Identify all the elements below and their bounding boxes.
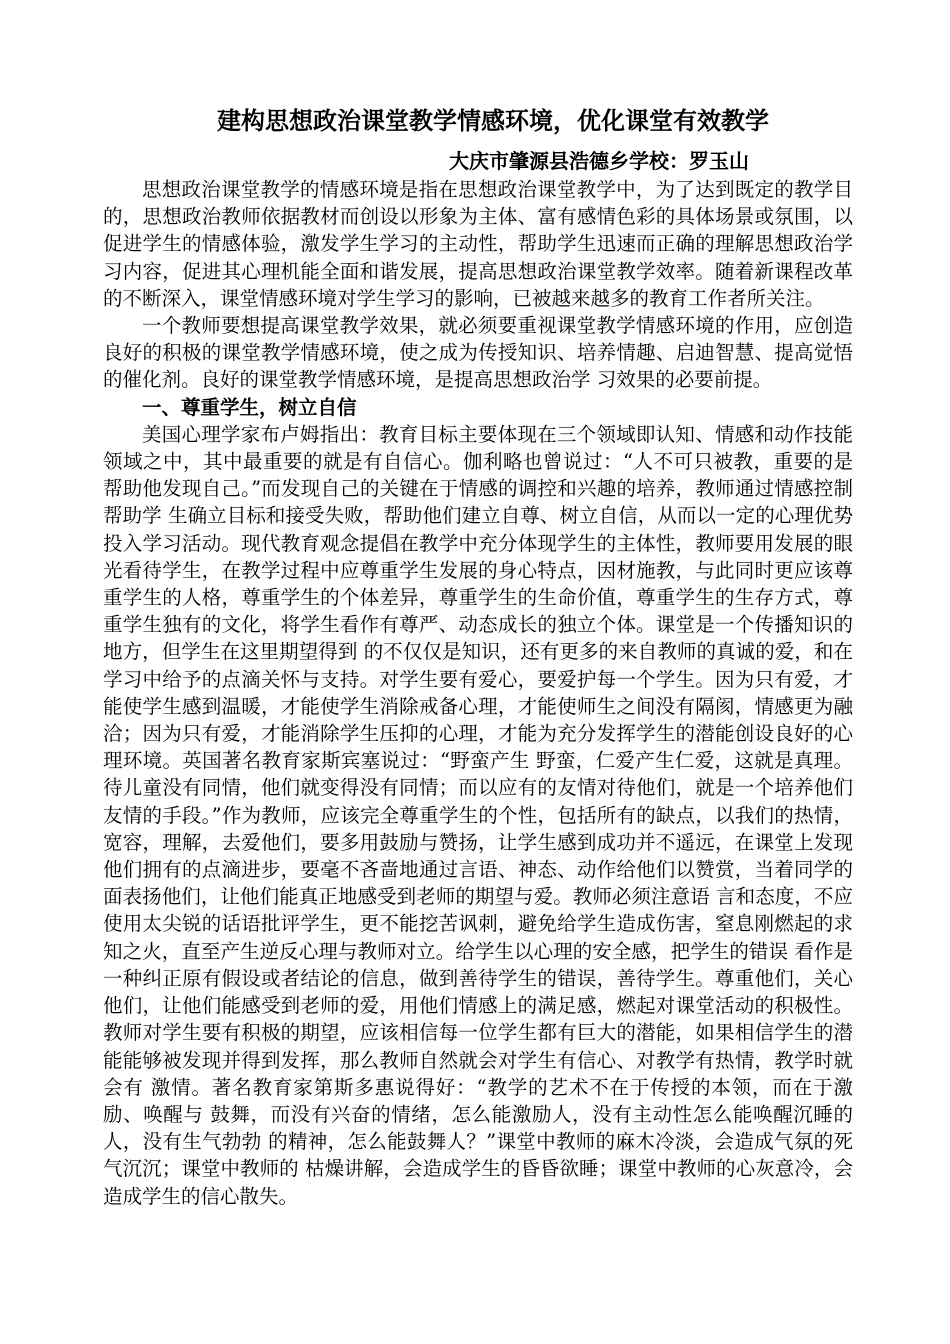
section-paragraph: 美国心理学家布卢姆指出：教育目标主要体现在三个领域即认知、情感和动作技能 领域之中，其中最重要的就是有自信心。伽利略也曾说过：“人不可只被教，重要的是帮助他发现自己。”而发现自己的关键在于情感的调控和兴趣的培养，教师通过情感控制帮助学 生确立目标和接受失败，帮助他们建立自尊、树立自信，从而以一定的心理优势投入学习活动。现代教育观念提倡在教学中充分体现学生的主体性，教师要用发展的眼光看待学生，在教学过程中应尊重学生发展的身心特点，因材施教，与此同时更应该尊重学生的人格，尊重学生的个体差异，尊重学生的生命价值，尊重学生的生存方式，尊重学生独有的文化，将学生看作有尊严、动态成长的独立个体。课堂是一个传播知识的地方，但学生在这里期望得到 的不仅仅是知识，还有更多的来自教师的真诚的爱，和在学习中给予的点滴关怀与支持。对学生要有爱心，要爱护每一个学生。因为只有爱，才能使学生感到温暖，才能使学生消除戒备心理，才能使师生之间没有隔阂，情感更为融洽；因为只有爱，才能消除学生压抑的心理，才能为充分发挥学生的潜能创设良好的心理环境。英国著名教育家斯宾塞说过：“野蛮产生 野蛮，仁爱产生仁爱，这就是真理。待儿童没有同情，他们就变得没有同情；而以应有的友情对待他们，就是一个培养他们友情的手段。”作为教师，应该完全尊重学生的个性，包括所有的缺点，以我们的热情，宽容，理解，去爱他们，要多用鼓励与赞扬，让学生感到成功并不遥远，在课堂上发现他们拥有的点滴进步，要毫不吝啬地通过言语、神态、动作给他们以赞赏，当着同学的面表扬他们，让他们能真正地感受到老师的期望与爱。教师必须注意语 言和态度，不应使用太尖锐的话语批评学生，更不能挖苦讽刺，避免给学生造成伤害，窒息刚燃起的求知之火，直至产生逆反心理与教师对立。给学生以心理的安全感，把学生的错误 看作是一种纠正原有假设或者结论的信息，做到善待学生的错误，善待学生。尊重他们，关心他们，让他们能感受到老师的爱，用他们情感上的满足感，燃起对课堂活动的积极性。教师对学生要有积极的期望，应该相信每一位学生都有巨大的潜能，如果相信学生的潜能能够被发现并得到发挥，那么教师自然就会对学生有信心、对教学有热情，教学时就会有 激情。著名教育家第斯多惠说得好：“教学的艺术不在于传授的本领，而在于激励、唤醒与 鼓舞，而没有兴奋的情绪，怎么能激励人，没有主动性怎么能唤醒沉睡的人，没有生气勃勃 的精神，怎么能鼓舞人？”课堂中教师的麻木冷淡，会造成气氛的死气沉沉；课堂中教师的 枯燥讲解，会造成学生的昏昏欲睡；课堂中教师的心灰意冷，会造成学生的信心散失。 [103, 422, 853, 1208]
intro-paragraph-2: 一个教师要想提高课堂教学效果，就必须要重视课堂教学情感环境的作用，应创造良好的积极的课堂教学情感环境，使之成为传授知识、培养情趣、启迪智慧、提高觉悟的催化剂。良好的课堂教学情感环境，是提高思想政治学 习效果的必要前提。 [103, 314, 853, 392]
document-page [103, 104, 853, 1210]
document-title: 建构思想政治课堂教学情感环境，优化课堂有效教学 [217, 107, 769, 135]
section-heading: 一、尊重学生，树立自信 [142, 395, 357, 419]
author-line: 大庆市肇源县浩德乡学校：罗玉山 [449, 149, 749, 173]
intro-paragraph-1: 思想政治课堂教学的情感环境是指在思想政治课堂教学中，为了达到既定的教学目的，思想政治教师依据教材而创设以形象为主体、富有感情色彩的具体场景或氛围，以促进学生的情感体验，激发学生学习的主动性，帮助学生迅速而正确的理解思想政治学习内容，促进其心理机能全面和谐发展，提高思想政治课堂教学效率。随着新课程改革的不断深入，课堂情感环境对学生学习的影响，已被越来越多的教育工作者所关注。 [103, 178, 853, 310]
